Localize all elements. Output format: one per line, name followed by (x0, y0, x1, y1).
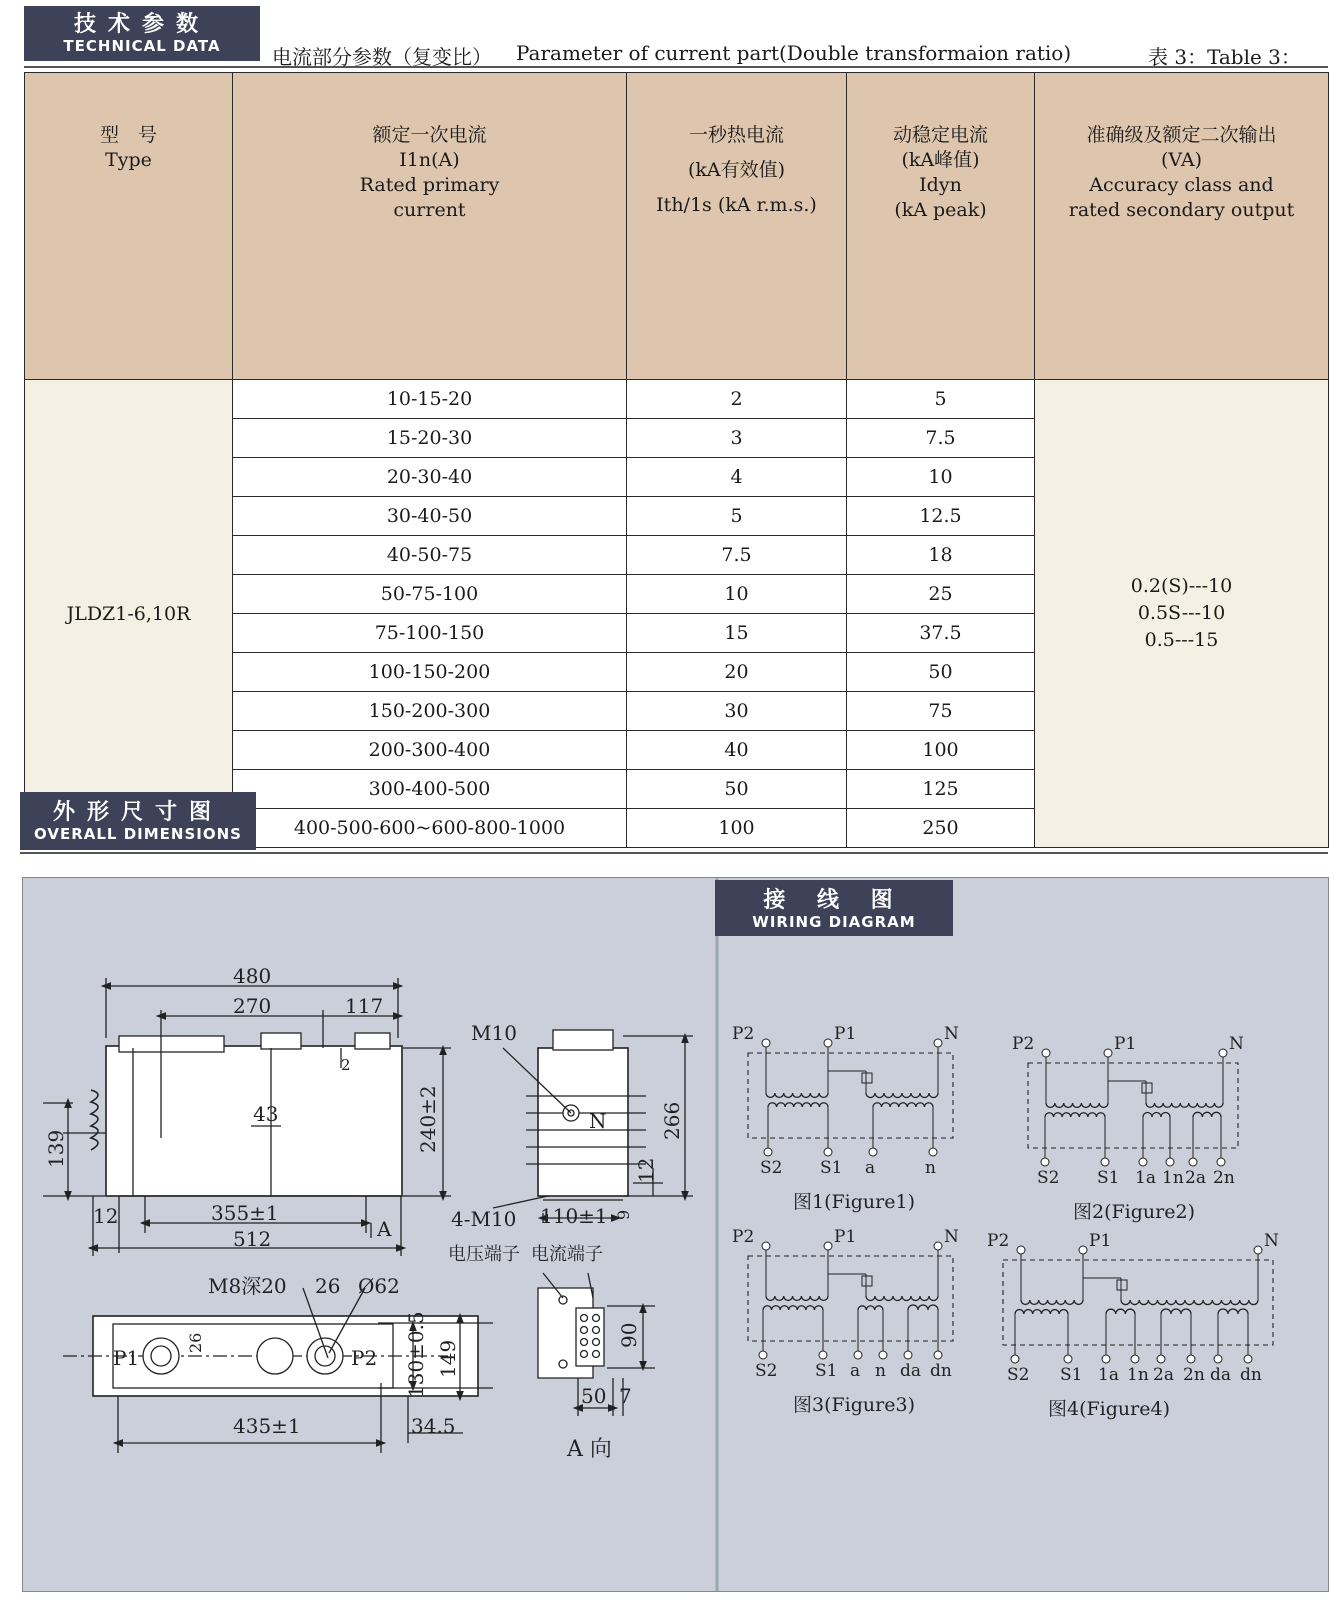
overall-dimensions-zh: 外形尺寸图 (52, 800, 223, 825)
dim-149: 149 (436, 1339, 460, 1378)
primary-terminal-label: P2 (987, 1231, 1010, 1251)
secondary-terminal-label: S2 (755, 1361, 778, 1381)
secondary-terminal-label: 1a (1098, 1365, 1119, 1385)
primary-terminal-label: N (944, 1024, 959, 1044)
primary-cell: 20-30-40 (233, 458, 627, 497)
thermal-cell: 100 (627, 809, 847, 848)
primary-terminal-label: N (1229, 1034, 1244, 1054)
table-title-en: Parameter of current part(Double transformaion ratio) (516, 41, 1072, 65)
secondary-terminal-label: S2 (1007, 1365, 1030, 1385)
secondary-terminal-label: 1n (1162, 1168, 1184, 1188)
primary-cell: 10-15-20 (233, 380, 627, 419)
overall-underline (20, 852, 1328, 854)
thermal-cell: 3 (627, 419, 847, 458)
dim-26b: 26 (186, 1332, 205, 1353)
dim-m8: M8深20 (208, 1274, 287, 1298)
dim-266: 266 (660, 1101, 684, 1140)
dim-2: 2 (341, 1056, 351, 1074)
thermal-cell: 10 (627, 575, 847, 614)
dim-n: N (589, 1109, 607, 1133)
accuracy-value: 0.2(S)---10 (1130, 575, 1233, 597)
dim-43: 43 (253, 1102, 279, 1126)
secondary-terminal-label: S1 (1097, 1168, 1120, 1188)
figure-caption: 图2(Figure2) (1073, 1201, 1195, 1223)
header-thermal-current: 一秒热电流 (kA有效值) Ith/1s (kA r.m.s.) (627, 73, 847, 380)
primary-cell: 75-100-150 (233, 614, 627, 653)
secondary-terminal-label: S1 (815, 1361, 838, 1381)
dim-117: 117 (345, 994, 384, 1018)
thermal-cell: 15 (627, 614, 847, 653)
wiring-f3 (732, 1227, 959, 1416)
dynamic-cell: 5 (847, 380, 1035, 419)
type-cell: JLDZ1-6,10R (25, 380, 233, 848)
dynamic-cell: 25 (847, 575, 1035, 614)
spec-table (24, 72, 1329, 848)
primary-terminal-label: N (1264, 1231, 1279, 1251)
wiring-f1 (732, 1024, 959, 1213)
dim-345: 34.5 (411, 1414, 456, 1438)
header-primary-current: 额定一次电流 I1n(A) Rated primary current (233, 73, 627, 380)
dim-12b: 12 (634, 1157, 658, 1183)
primary-cell: 150-200-300 (233, 692, 627, 731)
figure-caption: 图3(Figure3) (793, 1394, 915, 1416)
dim-90: 90 (617, 1322, 641, 1348)
label-p2: P2 (351, 1346, 378, 1370)
secondary-terminal-label: dn (1240, 1365, 1262, 1385)
header-type: 型 号 Type (25, 73, 233, 380)
thermal-cell: 20 (627, 653, 847, 692)
dim-355: 355±1 (211, 1201, 279, 1225)
dim-110: 110±1 (540, 1204, 608, 1228)
dynamic-cell: 18 (847, 536, 1035, 575)
primary-cell: 100-150-200 (233, 653, 627, 692)
primary-cell: 30-40-50 (233, 497, 627, 536)
figure-caption: 图4(Figure4) (1048, 1398, 1170, 1420)
secondary-terminal-label: S1 (820, 1158, 843, 1178)
secondary-terminal-label: 2a (1153, 1365, 1174, 1385)
dynamic-cell: 75 (847, 692, 1035, 731)
header-dynamic-current: 动稳定电流 (kA峰值) Idyn (kA peak) (847, 73, 1035, 380)
dimension-drawing (23, 878, 1328, 1591)
dynamic-cell: 37.5 (847, 614, 1035, 653)
dim-270: 270 (233, 994, 272, 1018)
wiring-diagram-en: WIRING DIAGRAM (752, 913, 916, 931)
dynamic-cell: 250 (847, 809, 1035, 848)
figure-caption: 图1(Figure1) (793, 1191, 915, 1213)
secondary-terminal-label: da (1210, 1365, 1232, 1385)
secondary-terminal-label: n (875, 1361, 886, 1381)
dynamic-cell: 10 (847, 458, 1035, 497)
primary-cell: 40-50-75 (233, 536, 627, 575)
secondary-terminal-label: dn (930, 1361, 952, 1381)
wiring-diagram-tab (715, 880, 953, 936)
primary-terminal-label: P1 (1114, 1034, 1137, 1054)
overall-dimensions-tab (20, 792, 256, 850)
arrow-a-label: A (377, 1217, 392, 1241)
wiring-f2 (1012, 1034, 1244, 1223)
dim-62: Ø62 (358, 1274, 400, 1298)
dim-12a: 12 (93, 1204, 119, 1228)
primary-cell: 50-75-100 (233, 575, 627, 614)
dim-4m10: 4-M10 (451, 1207, 517, 1231)
table-number: 表 3：Table 3： (1148, 45, 1301, 69)
label-p1: P1 (113, 1346, 140, 1370)
secondary-terminal-label: 2a (1185, 1168, 1206, 1188)
dynamic-cell: 7.5 (847, 419, 1035, 458)
thermal-cell: 5 (627, 497, 847, 536)
secondary-terminal-label: S1 (1060, 1365, 1083, 1385)
thermal-cell: 30 (627, 692, 847, 731)
secondary-terminal-label: 1n (1127, 1365, 1149, 1385)
overall-dimensions-en: OVERALL DIMENSIONS (34, 825, 242, 843)
dynamic-cell: 12.5 (847, 497, 1035, 536)
technical-data-zh: 技术参数 (73, 12, 210, 37)
primary-cell: 300-400-500 (233, 770, 627, 809)
dim-7: 7 (619, 1384, 632, 1408)
primary-terminal-label: P1 (834, 1227, 857, 1247)
technical-data-tab (24, 6, 260, 61)
table-row (25, 380, 1329, 419)
wiring-diagram-zh: 接 线 图 (763, 888, 905, 913)
secondary-terminal-label: da (900, 1361, 922, 1381)
secondary-terminal-label: a (850, 1361, 861, 1381)
dynamic-cell: 125 (847, 770, 1035, 809)
primary-terminal-label: P1 (1089, 1231, 1112, 1251)
dim-139: 139 (44, 1129, 68, 1168)
primary-terminal-label: P1 (834, 1024, 857, 1044)
dynamic-cell: 100 (847, 731, 1035, 770)
secondary-terminal-label: S2 (760, 1158, 783, 1178)
voltage-terminal-label: 电压端子 (448, 1244, 520, 1265)
primary-cell: 15-20-30 (233, 419, 627, 458)
wiring-figures (732, 1024, 1279, 1420)
caption-underline (24, 66, 1328, 68)
dim-435: 435±1 (233, 1414, 301, 1438)
thermal-cell: 50 (627, 770, 847, 809)
primary-terminal-label: N (944, 1227, 959, 1247)
primary-terminal-label: P2 (732, 1227, 755, 1247)
technical-data-en: TECHNICAL DATA (63, 37, 221, 55)
secondary-terminal-label: 2n (1213, 1168, 1235, 1188)
header-accuracy-class: 准确级及额定二次输出 (VA) Accuracy class and rated secondary output (1035, 73, 1329, 380)
secondary-terminal-label: a (865, 1158, 876, 1178)
primary-cell: 400-500-600~600-800-1000 (233, 809, 627, 848)
dimensions-panel (22, 877, 1329, 1592)
thermal-cell: 4 (627, 458, 847, 497)
primary-terminal-label: P2 (1012, 1034, 1035, 1054)
dim-26a: 26 (315, 1274, 341, 1298)
dim-9: 9 (614, 1209, 633, 1220)
wiring-f4 (987, 1231, 1279, 1420)
view-a-label: A 向 (567, 1437, 612, 1462)
dim-480: 480 (233, 964, 272, 988)
dim-50: 50 (581, 1384, 607, 1408)
dynamic-cell: 50 (847, 653, 1035, 692)
secondary-terminal-label: n (925, 1158, 936, 1178)
accuracy-cell (1035, 380, 1329, 848)
dim-130: 130±0.5 (404, 1311, 428, 1398)
thermal-cell: 2 (627, 380, 847, 419)
primary-terminal-label: P2 (732, 1024, 755, 1044)
table-title-zh: 电流部分参数（复变比） (272, 45, 492, 69)
dim-240: 240±2 (416, 1085, 440, 1153)
spec-table-body (25, 380, 1329, 848)
secondary-terminal-label: 1a (1135, 1168, 1156, 1188)
primary-cell: 200-300-400 (233, 731, 627, 770)
accuracy-value: 0.5S---10 (1137, 602, 1226, 624)
thermal-cell: 7.5 (627, 536, 847, 575)
secondary-terminal-label: 2n (1183, 1365, 1205, 1385)
dim-m10: M10 (471, 1021, 517, 1045)
dim-512: 512 (233, 1227, 272, 1251)
current-terminal-label: 电流端子 (531, 1244, 603, 1265)
thermal-cell: 40 (627, 731, 847, 770)
secondary-terminal-label: S2 (1037, 1168, 1060, 1188)
accuracy-value: 0.5---15 (1144, 629, 1219, 651)
